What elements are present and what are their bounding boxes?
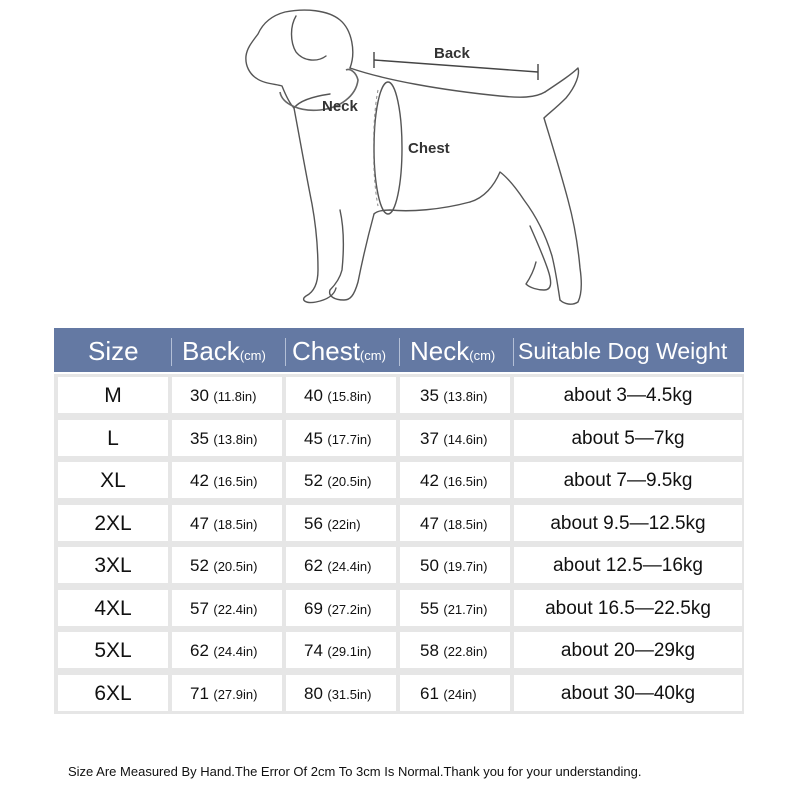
measurement-note: Size Are Measured By Hand.The Error Of 2cm To 3cm Is Normal.Thank you for your understanding. [68, 764, 642, 779]
size-cell: 2XL [58, 505, 168, 541]
table-row [54, 672, 744, 712]
chest-cell: 52 (20.5in) [286, 462, 396, 498]
neck-cell: 50 (19.7in) [400, 547, 510, 583]
chest-label: Chest [408, 140, 450, 157]
chest-cell: 69 (27.2in) [286, 590, 396, 626]
back-cell: 42 (16.5in) [172, 462, 282, 498]
chest-measure-line [374, 82, 402, 214]
table-row [54, 502, 744, 542]
header-size: Size [88, 336, 139, 366]
weight-cell: about 12.5—16kg [514, 547, 742, 583]
table-row [54, 374, 744, 414]
size-cell: 6XL [58, 675, 168, 711]
neck-cell: 42 (16.5in) [400, 462, 510, 498]
neck-cell: 37 (14.6in) [400, 420, 510, 456]
neck-cell: 58 (22.8in) [400, 632, 510, 668]
chest-cell: 40 (15.8in) [286, 377, 396, 413]
header-weight: Suitable Dog Weight [518, 338, 728, 364]
neck-cell: 47 (18.5in) [400, 505, 510, 541]
table-row [54, 587, 744, 627]
chest-cell: 62 (24.4in) [286, 547, 396, 583]
weight-cell: about 30—40kg [514, 675, 742, 711]
weight-cell: about 3—4.5kg [514, 377, 742, 413]
chest-cell: 56 (22in) [286, 505, 396, 541]
size-cell: 4XL [58, 590, 168, 626]
header-back: Back(cm) [182, 336, 266, 366]
size-cell: L [58, 420, 168, 456]
table-row [54, 544, 744, 584]
table-row [54, 417, 744, 457]
header-chest: Chest(cm) [292, 336, 386, 366]
back-cell: 71 (27.9in) [172, 675, 282, 711]
chest-cell: 45 (17.7in) [286, 420, 396, 456]
table-header-row [54, 328, 744, 374]
size-chart-table [54, 328, 744, 714]
back-cell: 35 (13.8in) [172, 420, 282, 456]
back-cell: 30 (11.8in) [172, 377, 282, 413]
neck-cell: 61 (24in) [400, 675, 510, 711]
table-row [54, 459, 744, 499]
size-cell: 5XL [58, 632, 168, 668]
weight-cell: about 5—7kg [514, 420, 742, 456]
size-cell: 3XL [58, 547, 168, 583]
back-cell: 62 (24.4in) [172, 632, 282, 668]
table-row [54, 629, 744, 669]
back-cell: 57 (22.4in) [172, 590, 282, 626]
chest-cell: 74 (29.1in) [286, 632, 396, 668]
back-label: Back [434, 45, 470, 62]
size-cell: M [58, 377, 168, 413]
header-neck: Neck(cm) [410, 336, 496, 366]
size-cell: XL [58, 462, 168, 498]
neck-cell: 35 (13.8in) [400, 377, 510, 413]
dog-measurement-diagram [0, 0, 800, 325]
chest-cell: 80 (31.5in) [286, 675, 396, 711]
dog-outline-illustration [0, 0, 800, 325]
neck-cell: 55 (21.7in) [400, 590, 510, 626]
weight-cell: about 16.5—22.5kg [514, 590, 742, 626]
weight-cell: about 20—29kg [514, 632, 742, 668]
weight-cell: about 7—9.5kg [514, 462, 742, 498]
back-cell: 47 (18.5in) [172, 505, 282, 541]
weight-cell: about 9.5—12.5kg [514, 505, 742, 541]
neck-label: Neck [322, 98, 358, 115]
back-cell: 52 (20.5in) [172, 547, 282, 583]
